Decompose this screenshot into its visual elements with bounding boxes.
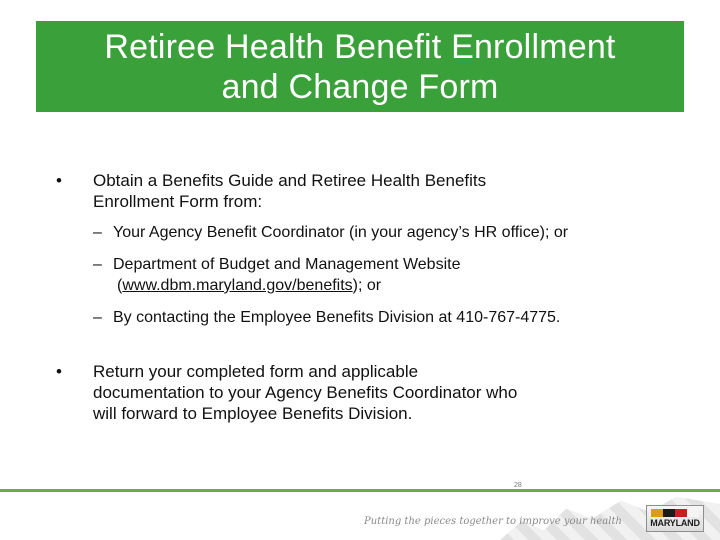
sub-item-text: By contacting the Employee Benefits Division at 410-767-4775. [113,309,561,326]
footer-tagline: Putting the pieces together to improve your health [364,516,622,527]
sub-item-text: Department of Budget and Management Website [113,256,461,273]
bullet-line: Enrollment Form from: [93,192,263,211]
bullet-return-form [56,361,696,424]
sub-item-phone [93,307,696,328]
maryland-flag-icon [651,509,699,517]
sub-item-symbol: – [93,309,102,326]
after-link-text: ); or [352,277,382,294]
bullet-list [56,170,696,424]
sub-item-dbm-website [93,254,696,296]
footer-divider [0,489,720,492]
sub-item-symbol: – [93,224,102,241]
maryland-logo [646,505,704,532]
sub-item-agency-coordinator [93,222,696,243]
maryland-logo-text: MARYLAND [650,518,700,528]
bullet-line: Return your completed form and applicable [93,362,419,381]
open-paren: ( [117,277,123,294]
page-number: 28 [514,482,522,489]
bullet-obtain-guide [56,170,696,328]
sub-item-link-line [113,275,696,296]
sub-item-text: Your Agency Benefit Coordinator (in your agency’s HR office); or [113,224,569,241]
bullet-line: will forward to Employee Benefits Division. [93,404,413,423]
benefits-website-link[interactable]: www.dbm.maryland.gov/benefits [122,277,353,294]
bullet-line: Obtain a Benefits Guide and Retiree Health Benefits [93,171,487,190]
bullet-symbol: • [56,171,62,190]
sub-list [93,222,696,328]
page-title-line-1: Retiree Health Benefit Enrollment [104,27,616,66]
bullet-line: documentation to your Agency Benefits Coordinator who [93,383,518,402]
title-banner [36,21,684,112]
bullet-symbol: • [56,362,62,381]
sub-item-symbol: – [93,256,102,273]
page-title-line-2: and Change Form [221,67,499,106]
